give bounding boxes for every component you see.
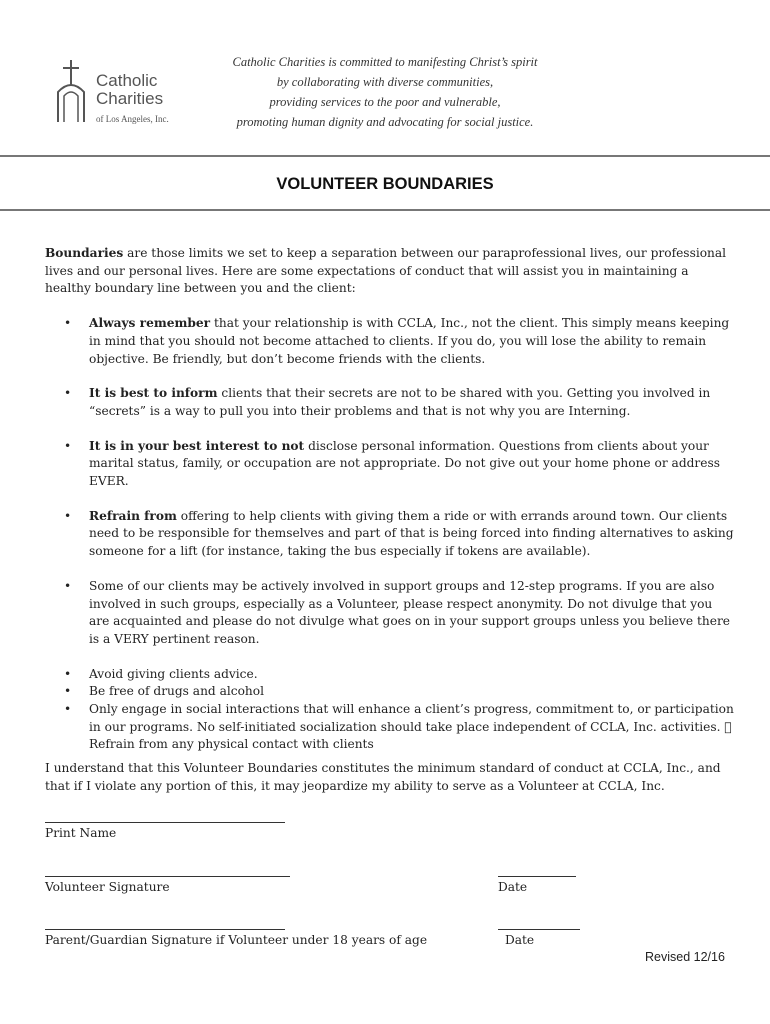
list-item: • Be free of drugs and alcohol [45, 683, 735, 701]
mission-statement: Catholic Charities is committed to manifesting Christ’s spirit by collaborating with diverse communities, providing services to the poor and vulnerable, promoting human dignity and advocating for social justice. [232, 55, 538, 129]
page-title: VOLUNTEER BOUNDARIES [276, 175, 494, 193]
list-item: • It is in your best interest to not disclose personal information. Questions from clients about your marital status, family, or occupation are not appropriate. Do not give out your home phone or address EVER. [45, 438, 735, 491]
catholic-charities-logo [54, 58, 174, 128]
revision-note: Revised 12/16 [645, 950, 725, 964]
intro-paragraph: Boundaries are those limits we set to keep a separation between our paraprofessional lives, our professional lives and our personal lives. Here are some expectations of conduct that will assist you in maintaining a healthy boundary line between you and the client: [45, 246, 727, 296]
conduct-list [45, 315, 735, 754]
logo-name: Catholic Charities [96, 71, 164, 108]
date-label-1: Date [498, 880, 528, 894]
list-item: • Always remember that your relationship is with CCLA, Inc., not the client. This simply means keeping in mind that you should not become attached to clients. If you do, you will lose the ability to remain objective. Be friendly, but don’t become friends with the clients. [45, 315, 735, 368]
date-line-2[interactable] [498, 929, 580, 930]
list-item: • Refrain from offering to help clients with giving them a ride or with errands around town. Our clients need to be responsible for themselves and part of that is being forced into finding alternatives to asking someone for a lift (for instance, taking the bus especially if tokens are available). [45, 508, 735, 561]
list-item: • It is best to inform clients that their secrets are not to be shared with you. Getting you involved in “secrets” is a way to pull you into their problems and that is not why you are Interning. [45, 385, 735, 420]
list-item: • Some of our clients may be actively involved in support groups and 12-step programs. If you are also involved in such groups, especially as a Volunteer, please respect anonymity. Do not divulge that you are acquainted and please do not divulge what goes on in your support groups unless you believe there is a VERY pertinent reason. [45, 578, 735, 649]
top-divider [0, 155, 770, 157]
volunteer-signature-label: Volunteer Signature [45, 880, 170, 894]
parent-signature-label: Parent/Guardian Signature if Volunteer under 18 years of age [45, 933, 428, 947]
document-body [45, 245, 735, 796]
date-line-1[interactable] [498, 876, 576, 877]
volunteer-signature-line[interactable] [45, 876, 290, 877]
agreement-paragraph: I understand that this Volunteer Boundaries constitutes the minimum standard of conduct at CCLA, Inc., and that if I violate any portion of this, it may jeopardize my ability to serve as a Volunteer at CCLA, Inc. [45, 761, 721, 793]
list-item: • Avoid giving clients advice. [45, 666, 735, 684]
title-divider [0, 209, 770, 211]
logo-subtitle: of Los Angeles, Inc. [96, 114, 169, 124]
print-name-label: Print Name [45, 826, 117, 840]
parent-signature-line[interactable] [45, 929, 285, 930]
cross-shield-icon [54, 58, 94, 128]
date-label-2: Date [505, 933, 535, 947]
print-name-line[interactable] [45, 822, 285, 823]
list-item: • Only engage in social interactions that will enhance a client’s progress, commitment to, or participation in our programs. No self-initiated socialization should take place independent of CCLA, Inc. activities. Refrain from any physical contact with clients [45, 701, 735, 754]
